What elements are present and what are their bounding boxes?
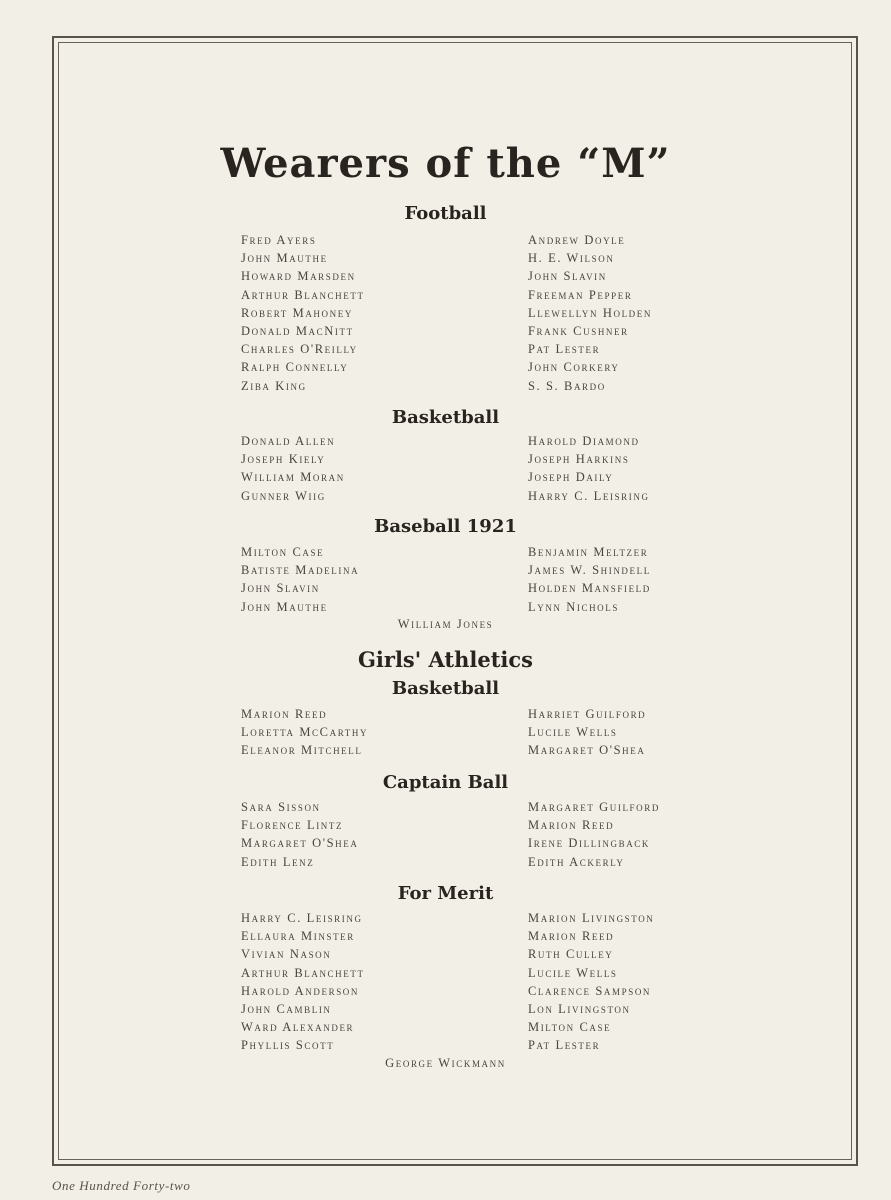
name-entry: Charles O'Reilly bbox=[241, 342, 358, 357]
merit-heading: For Merit bbox=[397, 883, 494, 904]
girls-athletics-heading: Girls' Athletics bbox=[357, 647, 534, 672]
name-entry: John Slavin bbox=[528, 269, 607, 284]
basketball-list-left bbox=[241, 432, 345, 505]
captain-ball-list-right bbox=[528, 798, 660, 871]
name-entry: Donald Allen bbox=[241, 434, 336, 448]
name-entry: John Slavin bbox=[241, 581, 320, 596]
basketball-heading: Basketball bbox=[391, 407, 500, 428]
name-entry: Howard Marsden bbox=[241, 269, 356, 284]
name-entry: Andrew Doyle bbox=[528, 233, 626, 247]
name-entry: Robert Mahoney bbox=[241, 305, 353, 320]
name-entry: Margaret Guilford bbox=[528, 800, 660, 814]
name-entry: Harold Diamond bbox=[528, 434, 640, 448]
name-entry: Edith Lenz bbox=[241, 854, 315, 869]
name-entry: Marion Reed bbox=[241, 707, 328, 721]
name-entry: Marion Livingston bbox=[528, 911, 655, 925]
name-entry: Florence Lintz bbox=[241, 818, 344, 833]
name-entry: Ellaura Minster bbox=[241, 929, 355, 944]
name-entry: Lynn Nichols bbox=[528, 599, 619, 614]
baseball-list-right bbox=[528, 543, 651, 616]
name-entry: Harry C. Leisring bbox=[241, 911, 363, 925]
name-entry: Sara Sisson bbox=[241, 800, 321, 814]
name-entry: Harriet Guilford bbox=[528, 707, 647, 721]
name-entry: S. S. Bardo bbox=[528, 378, 606, 393]
merit-list-left bbox=[241, 909, 365, 1055]
name-entry: Harold Anderson bbox=[241, 983, 359, 998]
name-entry: Joseph Daily bbox=[528, 470, 614, 485]
name-entry: Margaret O'Shea bbox=[241, 836, 359, 851]
merit-extra-name: George Wickmann bbox=[385, 1056, 506, 1070]
football-list-right bbox=[528, 231, 652, 395]
name-entry: Gunner Wiig bbox=[241, 488, 326, 503]
captain-ball-list-left bbox=[241, 798, 358, 871]
name-entry: Donald MacNitt bbox=[241, 323, 354, 338]
name-entry: Edith Ackerly bbox=[528, 854, 625, 869]
name-entry: William Moran bbox=[241, 470, 345, 485]
name-entry: Ralph Connelly bbox=[241, 360, 349, 375]
name-entry: Arthur Blanchett bbox=[241, 287, 365, 302]
name-entry: Irene Dillingback bbox=[528, 836, 651, 851]
name-entry: Batiste Madelina bbox=[241, 563, 360, 578]
name-entry: Benjamin Meltzer bbox=[528, 545, 649, 559]
name-entry: Lucile Wells bbox=[528, 725, 618, 740]
baseball-heading: Baseball 1921 bbox=[374, 516, 517, 537]
name-entry: John Corkery bbox=[528, 360, 620, 375]
name-entry: Pat Lester bbox=[528, 342, 601, 357]
girls-basketball-heading: Basketball bbox=[391, 678, 500, 699]
name-entry: Ruth Culley bbox=[528, 947, 614, 962]
name-entry: John Mauthe bbox=[241, 599, 328, 614]
name-entry: Milton Case bbox=[528, 1020, 612, 1035]
basketball-list-right bbox=[528, 432, 650, 505]
name-entry: Marion Reed bbox=[528, 929, 615, 944]
name-entry: Margaret O'Shea bbox=[528, 743, 646, 758]
page-number: One Hundred Forty-two bbox=[52, 1178, 191, 1193]
name-entry: Lucile Wells bbox=[528, 965, 618, 980]
football-heading: Football bbox=[404, 203, 487, 224]
name-entry: James W. Shindell bbox=[528, 563, 651, 578]
name-entry: Milton Case bbox=[241, 545, 325, 559]
name-entry: Marion Reed bbox=[528, 818, 615, 833]
name-entry: Ward Alexander bbox=[241, 1020, 355, 1035]
merit-list-right bbox=[528, 909, 654, 1055]
baseball-extra-name: William Jones bbox=[397, 617, 494, 631]
football-list-left bbox=[241, 231, 365, 395]
baseball-list-left bbox=[241, 543, 359, 616]
page-title: Wearers of the “M” bbox=[220, 140, 671, 187]
name-entry: Holden Mansfield bbox=[528, 581, 651, 596]
name-entry: Frank Cushner bbox=[528, 323, 629, 338]
name-entry: John Camblin bbox=[241, 1001, 332, 1016]
name-entry: Arthur Blanchett bbox=[241, 965, 365, 980]
girls-basketball-list-right bbox=[528, 705, 646, 760]
name-entry: Ziba King bbox=[241, 378, 307, 393]
name-entry: Fred Ayers bbox=[241, 233, 317, 247]
name-entry: Clarence Sampson bbox=[528, 983, 652, 998]
name-entry: Loretta McCarthy bbox=[241, 725, 369, 740]
girls-basketball-list-left bbox=[241, 705, 368, 760]
name-entry: Joseph Kiely bbox=[241, 452, 326, 467]
name-entry: Freeman Pepper bbox=[528, 287, 633, 302]
name-entry: Vivian Nason bbox=[241, 947, 332, 962]
name-entry: Lon Livingston bbox=[528, 1001, 631, 1016]
name-entry: Harry C. Leisring bbox=[528, 488, 650, 503]
name-entry: Pat Lester bbox=[528, 1038, 601, 1053]
name-entry: Phyllis Scott bbox=[241, 1038, 335, 1053]
name-entry: Llewellyn Holden bbox=[528, 305, 652, 320]
name-entry: Eleanor Mitchell bbox=[241, 743, 363, 758]
name-entry: John Mauthe bbox=[241, 251, 328, 266]
name-entry: Joseph Harkins bbox=[528, 452, 630, 467]
name-entry: H. E. Wilson bbox=[528, 251, 615, 266]
captain-ball-heading: Captain Ball bbox=[382, 772, 509, 793]
